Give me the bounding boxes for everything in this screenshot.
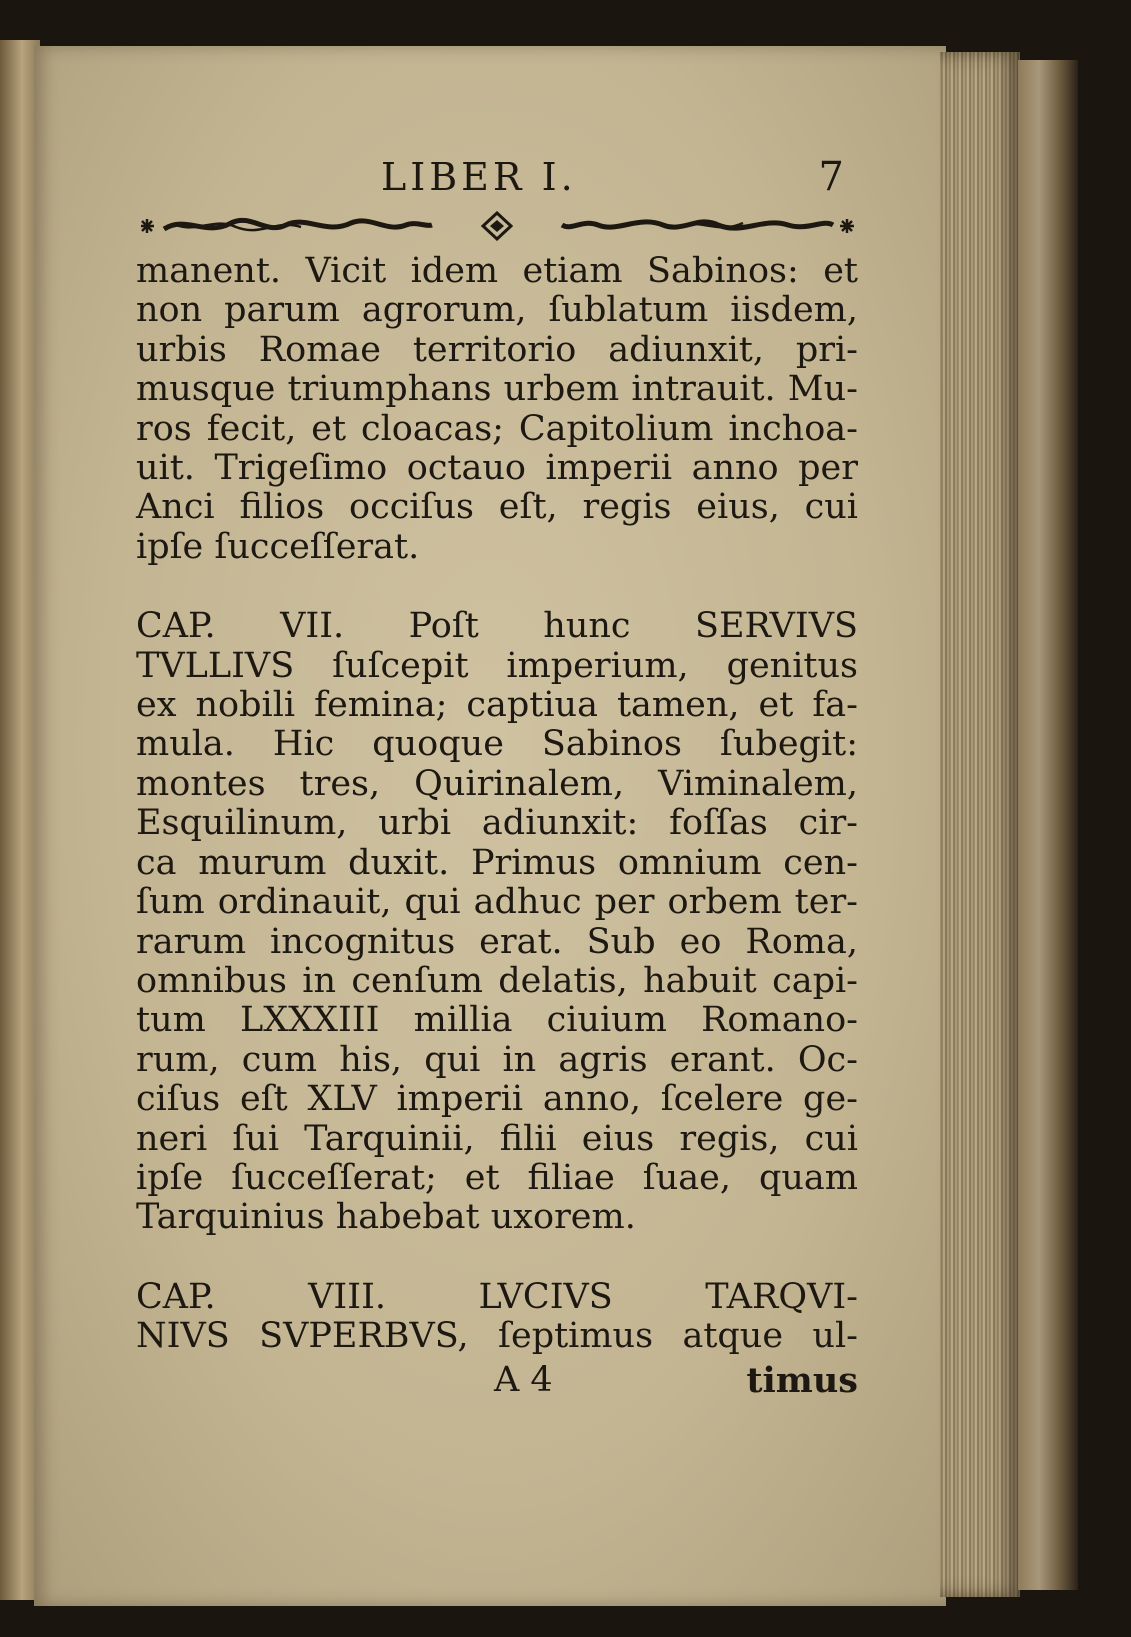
text-line: Tarquinius habebat uxorem. xyxy=(136,1197,636,1238)
text-line: montes tres, Quirinalem, Viminalem, xyxy=(136,763,858,804)
book-binding xyxy=(1018,60,1078,1590)
page-content xyxy=(136,154,858,1401)
text-line: manent. Vicit idem etiam Sabinos: et xyxy=(136,251,858,291)
chapter-vii xyxy=(136,607,858,1238)
page-header xyxy=(136,154,858,204)
text-line: rarum incognitus erat. Sub eo Roma, xyxy=(136,921,858,962)
text-line: musque triumphans urbem intrauit. Mu- xyxy=(136,369,858,410)
page-number: 7 xyxy=(818,154,848,200)
text-line: ipſe ſucceſſerat. xyxy=(136,526,420,567)
text-line: Esquilinum, urbi adiunxit: foſſas cir- xyxy=(136,803,858,844)
paragraph-continuation xyxy=(136,252,858,567)
text-line: ros fecit, et cloacas; Capitolium inchoa- xyxy=(136,408,858,449)
signature-mark: A 4 xyxy=(494,1359,553,1400)
text-line: tum LXXXIII millia ciuium Romano- xyxy=(136,1000,858,1041)
paragraph-gap xyxy=(136,567,858,607)
text-line: ciſus eſt XLV imperii anno, ſcelere ge- xyxy=(136,1079,858,1120)
text-line: Anci filios occiſus eſt, regis eius, cui xyxy=(136,487,858,528)
text-line: ex nobili femina; captiua tamen, et fa- xyxy=(136,685,858,726)
text-line: ipſe ſucceſſerat; et filiae ſuae, quam xyxy=(136,1157,858,1198)
page-edges xyxy=(940,52,1020,1597)
page-footer xyxy=(136,1361,858,1401)
text-line: ca murum duxit. Primus omnium cen- xyxy=(136,842,858,883)
flourish-right-icon xyxy=(558,211,858,241)
running-title: LIBER I. xyxy=(381,155,577,199)
catchword: timus xyxy=(746,1359,858,1401)
text-line: ſum ordinauit, qui adhuc per orbem ter- xyxy=(136,882,858,923)
text-line: uit. Trigeſimo octauo imperii anno per xyxy=(136,448,858,489)
text-line: neri ſui Tarquinii, filii eius regis, cui xyxy=(136,1118,858,1159)
text-line: rum, cum his, qui in agris erant. Oc- xyxy=(136,1039,858,1080)
text-line: TVLLIVS ſuſcepit imperium, genitus xyxy=(136,645,858,686)
chapter-viii xyxy=(136,1278,858,1357)
text-line: CAP. VIII. LVCIVS TARQVI- xyxy=(136,1276,858,1317)
text-line: omnibus in cenſum delatis, habuit capi- xyxy=(136,960,858,1001)
diamond-ornament-icon xyxy=(477,211,517,241)
text-line: mula. Hic quoque Sabinos ſubegit: xyxy=(136,724,858,765)
flourish-left-icon xyxy=(136,211,436,241)
text-line: CAP. VII. Poſt hunc SERVIVS xyxy=(136,606,858,647)
text-line: NIVS SVPERBVS, ſeptimus atque ul- xyxy=(136,1316,858,1357)
text-line: non parum agrorum, ſublatum iisdem, xyxy=(136,290,858,331)
text-line: urbis Romae territorio adiunxit, pri- xyxy=(136,329,858,370)
paragraph-gap xyxy=(136,1238,858,1278)
ornament-rule xyxy=(136,204,858,248)
